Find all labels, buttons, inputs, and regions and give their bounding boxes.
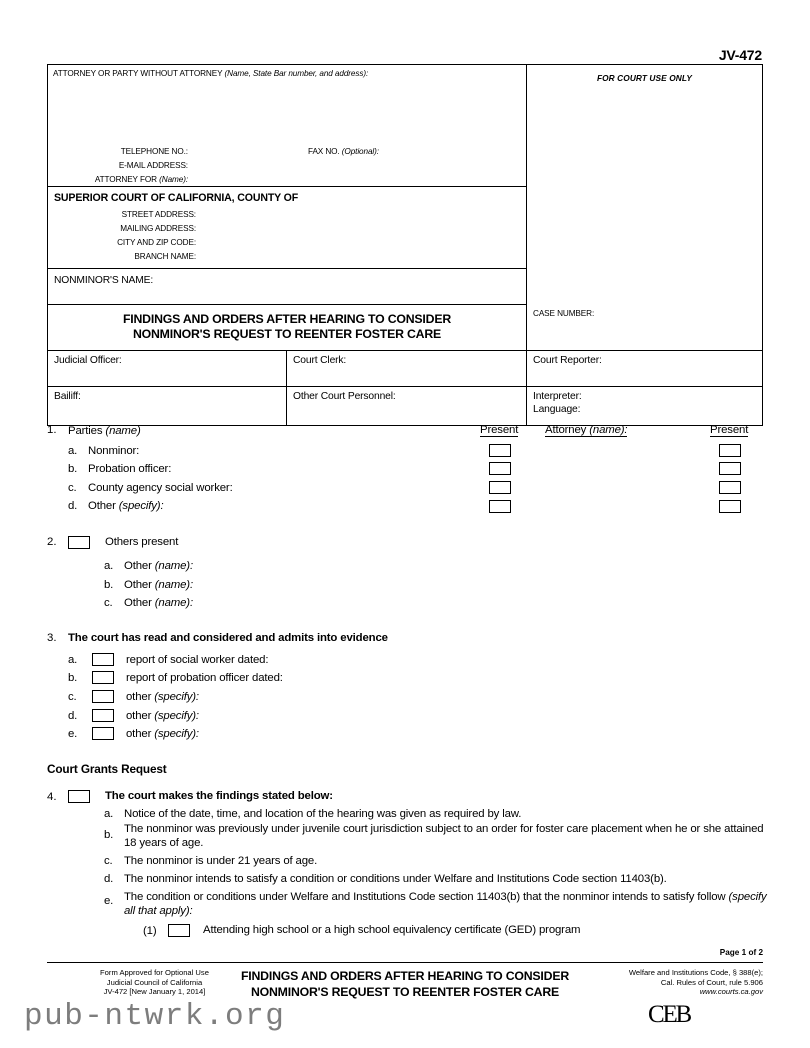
item4d-letter: d. (104, 873, 114, 885)
item1c-present-checkbox[interactable] (489, 481, 511, 494)
form-title-cell (48, 305, 527, 351)
item2b-label: Other (name): (124, 579, 193, 591)
watermark-text: pub-ntwrk.org (24, 999, 286, 1034)
judicial-officer-label: Judicial Officer: (54, 355, 122, 366)
nonminor-name-label: NONMINOR'S NAME: (54, 275, 154, 286)
item1d-present-checkbox[interactable] (489, 500, 511, 513)
item1d-label: Other (specify): (88, 500, 164, 512)
superior-court-box[interactable] (48, 187, 526, 269)
footer-title-line2: NONMINOR'S REQUEST TO REENTER FOSTER CARE (250, 985, 560, 999)
bailiff-field[interactable] (48, 387, 287, 425)
item2-label: Others present (105, 536, 179, 548)
item2b-letter: b. (104, 579, 114, 591)
court-reporter-field[interactable] (527, 351, 762, 387)
branch-name-label: BRANCH NAME: (134, 252, 196, 261)
item4c-letter: c. (104, 855, 113, 867)
page-indicator: Page 1 of 2 (719, 948, 763, 957)
item1b-present-checkbox[interactable] (489, 462, 511, 475)
city-zip-label: CITY AND ZIP CODE: (117, 238, 196, 247)
superior-court-label: SUPERIOR COURT OF CALIFORNIA, COUNTY OF (54, 192, 299, 204)
item4-number: 4. (47, 791, 57, 803)
item1b-attorney-present-checkbox[interactable] (719, 462, 741, 475)
item4e1-checkbox[interactable] (168, 924, 190, 937)
item3-heading: The court has read and considered and admits into evidence (68, 632, 388, 644)
item3e-checkbox[interactable] (92, 727, 114, 740)
footer-approved-line2: Judicial Council of California (106, 977, 203, 987)
item4-checkbox[interactable] (68, 790, 90, 803)
item1-label: Parties (name) (68, 425, 141, 437)
footer-citation-line1: Welfare and Institutions Code, § 388(e); (628, 968, 763, 977)
form-title-line2: NONMINOR'S REQUEST TO REENTER FOSTER CARE (132, 327, 442, 341)
court-grants-request-heading: Court Grants Request (47, 762, 167, 776)
item2-number: 2. (47, 536, 57, 548)
attorney-for-label: ATTORNEY FOR (Name): (94, 175, 188, 184)
footer-citation-line2: Cal. Rules of Court, rule 5.906 (660, 977, 763, 987)
caption-frame (47, 64, 763, 426)
email-label: E-MAIL ADDRESS: (118, 161, 188, 170)
item1c-attorney-present-checkbox[interactable] (719, 481, 741, 494)
ceb-logo: CEB (648, 1001, 691, 1028)
item1-number: 1. (47, 424, 57, 436)
caption-left-column (48, 65, 527, 305)
item4c-text: The nonminor is under 21 years of age. (124, 855, 318, 867)
item3c-letter: c. (68, 691, 77, 703)
mailing-address-label: MAILING ADDRESS: (120, 224, 196, 233)
other-court-personnel-label: Other Court Personnel: (293, 391, 396, 402)
item1b-label: Probation officer: (88, 463, 172, 475)
item4e-text: The condition or conditions under Welfare and Institutions Code section 11403(b) that the nonminor intends to satisfy follow (specify all that apply): (124, 891, 767, 917)
item3d-label: other (specify): (126, 710, 199, 722)
item3d-checkbox[interactable] (92, 709, 114, 722)
footer-divider (47, 962, 763, 963)
present-header-left: Present (480, 424, 519, 436)
case-number-cell[interactable] (527, 305, 762, 351)
item4-heading: The court makes the findings stated below: (105, 790, 333, 802)
footer-approved-line1: Form Approved for Optional Use (100, 968, 209, 977)
item4a-text: Notice of the date, time, and location of the hearing was given as required by law. (124, 808, 522, 820)
footer-website-url: www.courts.ca.gov (699, 987, 763, 997)
item1d-attorney-present-checkbox[interactable] (719, 500, 741, 513)
item4e1-number: (1) (143, 925, 157, 937)
item1a-present-checkbox[interactable] (489, 444, 511, 457)
item3-number: 3. (47, 632, 57, 644)
footer-citation-block (548, 968, 763, 997)
item3d-letter: d. (68, 710, 78, 722)
interpreter-field[interactable] (527, 387, 762, 425)
attorney-info-box[interactable] (48, 65, 526, 187)
footer-title-block (205, 968, 605, 1000)
item1c-label: County agency social worker: (88, 482, 233, 494)
case-number-label: CASE NUMBER: (533, 309, 595, 318)
court-reporter-label: Court Reporter: (533, 355, 602, 366)
item2a-letter: a. (104, 560, 114, 572)
item3b-checkbox[interactable] (92, 671, 114, 684)
item2a-label: Other (name): (124, 560, 193, 572)
interpreter-label: Interpreter: (533, 391, 582, 402)
item3a-checkbox[interactable] (92, 653, 114, 666)
for-court-use-only-box (527, 65, 762, 305)
item3b-label: report of probation officer dated: (126, 672, 283, 684)
item1a-label: Nonminor: (88, 445, 140, 457)
item1a-attorney-present-checkbox[interactable] (719, 444, 741, 457)
item3a-label: report of social worker dated: (126, 654, 269, 666)
item4a-letter: a. (104, 808, 114, 820)
for-court-use-only-label: FOR COURT USE ONLY (596, 73, 693, 83)
item3c-label: other (specify): (126, 691, 199, 703)
court-clerk-field[interactable] (287, 351, 527, 387)
personnel-row-1 (48, 351, 762, 387)
telephone-label: TELEPHONE NO.: (120, 147, 188, 156)
item1c-letter: c. (68, 482, 77, 494)
nonminor-name-box[interactable] (48, 269, 526, 305)
item2c-letter: c. (104, 597, 113, 609)
item4e-letter: e. (104, 895, 114, 907)
form-number: JV-472 (718, 47, 762, 63)
attorney-box-label: ATTORNEY OR PARTY WITHOUT ATTORNEY (Name, State Bar number, and address): (53, 69, 369, 78)
item4d-text: The nonminor intends to satisfy a condition or conditions under Welfare and Institutions Code section 11403(b). (124, 873, 667, 885)
footer-form-revision: JV-472 [New January 1, 2014] (103, 987, 206, 997)
item3e-letter: e. (68, 728, 78, 740)
item4e1-text: Attending high school or a high school equivalency certificate (GED) program (203, 924, 581, 936)
item4b-text: The nonminor was previously under juvenile court jurisdiction subject to an order for foster care placement when he or she attained 18 years of age. (124, 823, 764, 849)
title-row (48, 305, 762, 351)
other-court-personnel-field[interactable] (287, 387, 527, 425)
item2-checkbox[interactable] (68, 536, 90, 549)
item3e-label: other (specify): (126, 728, 199, 740)
item4b-letter: b. (104, 829, 114, 841)
item1d-letter: d. (68, 500, 78, 512)
footer-title-line1: FINDINGS AND ORDERS AFTER HEARING TO CONSIDER (240, 969, 570, 983)
judicial-officer-field[interactable] (48, 351, 287, 387)
item1b-letter: b. (68, 463, 78, 475)
bailiff-label: Bailiff: (54, 391, 81, 402)
language-label: Language: (533, 404, 581, 415)
court-clerk-label: Court Clerk: (293, 355, 347, 366)
fax-label: FAX NO. (Optional): (308, 147, 379, 156)
item3c-checkbox[interactable] (92, 690, 114, 703)
item3b-letter: b. (68, 672, 78, 684)
item1a-letter: a. (68, 445, 78, 457)
personnel-row-2 (48, 387, 762, 425)
present-header-right: Present (710, 424, 749, 436)
attorney-name-header: Attorney (name): (545, 424, 628, 436)
form-title-line1: FINDINGS AND ORDERS AFTER HEARING TO CONSIDER (122, 312, 452, 326)
street-address-label: STREET ADDRESS: (121, 210, 196, 219)
caption-upper-row (48, 65, 762, 305)
item2c-label: Other (name): (124, 597, 193, 609)
item3a-letter: a. (68, 654, 78, 666)
